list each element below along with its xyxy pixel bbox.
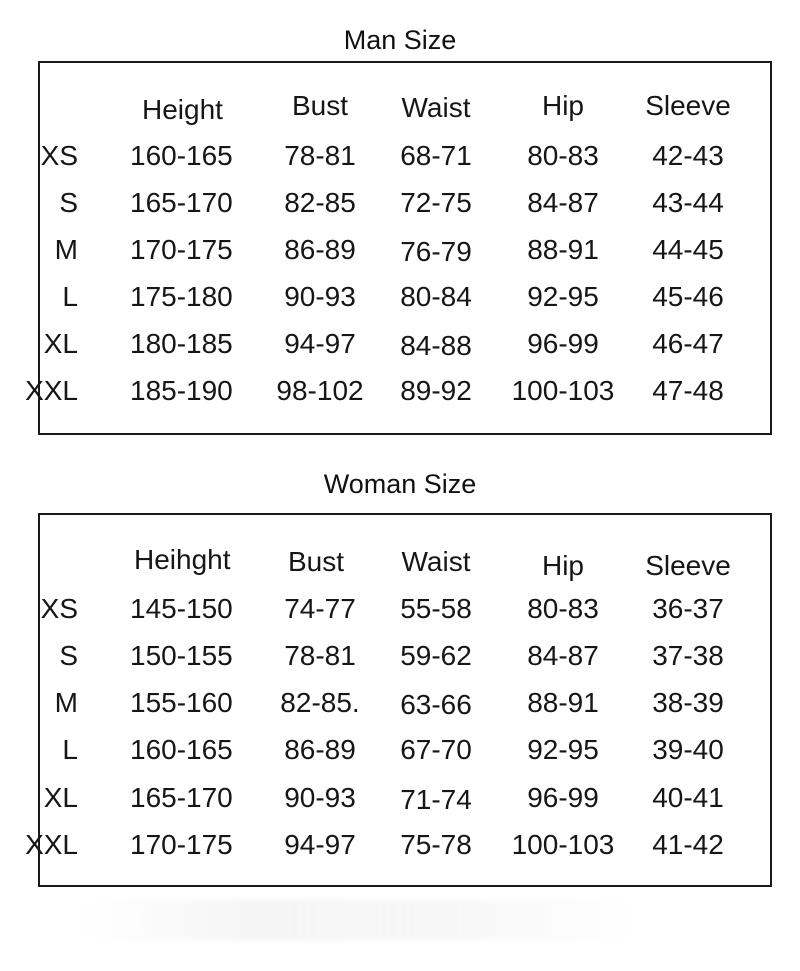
woman-size-title: Woman Size	[323, 469, 477, 499]
size-label: L	[62, 281, 78, 312]
waist-value: 75-78	[400, 829, 472, 860]
bust-value: 78-81	[284, 640, 356, 671]
size-label: XS	[40, 593, 78, 624]
size-label: S	[59, 187, 78, 218]
size-label: XS	[40, 140, 78, 171]
bust-value: 98-102	[276, 375, 364, 406]
header-height: Heihght	[134, 544, 231, 575]
bust-value: 90-93	[284, 782, 356, 813]
hip-value: 88-91	[527, 687, 599, 718]
hip-value: 88-91	[527, 234, 599, 265]
size-label: XXL	[25, 375, 78, 406]
sleeve-value: 44-45	[652, 234, 724, 265]
height-value: 145-150	[130, 593, 233, 624]
sleeve-value: 36-37	[652, 593, 724, 624]
height-value: 185-190	[130, 375, 233, 406]
waist-value: 80-84	[400, 281, 472, 312]
bust-value: 90-93	[284, 281, 356, 312]
header-bust: Bust	[287, 546, 345, 577]
header-height: Height	[142, 94, 223, 125]
waist-value: 59-62	[400, 640, 472, 671]
waist-value: 84-88	[400, 330, 472, 361]
size-label: XL	[43, 782, 78, 813]
size-label: XL	[43, 328, 78, 359]
hip-value: 84-87	[527, 187, 599, 218]
hip-value: 96-99	[527, 328, 599, 359]
waist-value: 63-66	[400, 689, 472, 720]
size-label: M	[54, 687, 78, 718]
height-value: 150-155	[130, 640, 233, 671]
waist-value: 67-70	[400, 734, 472, 765]
sleeve-value: 46-47	[652, 328, 724, 359]
bust-value: 86-89	[284, 234, 356, 265]
sleeve-value: 40-41	[652, 782, 724, 813]
height-value: 160-165	[130, 140, 233, 171]
hip-value: 92-95	[527, 281, 599, 312]
watermark-smudge	[80, 900, 640, 940]
sleeve-value: 42-43	[652, 140, 724, 171]
waist-value: 72-75	[400, 187, 472, 218]
hip-value: 96-99	[527, 782, 599, 813]
hip-value: 84-87	[527, 640, 599, 671]
sleeve-value: 39-40	[652, 734, 724, 765]
hip-value: 92-95	[527, 734, 599, 765]
waist-value: 89-92	[400, 375, 472, 406]
header-hip: Hip	[541, 90, 584, 121]
header-bust: Bust	[291, 90, 349, 121]
sleeve-value: 45-46	[652, 281, 724, 312]
man-size-table	[25, 61, 772, 435]
bust-value: 74-77	[284, 593, 356, 624]
hip-value: 100-103	[511, 829, 615, 860]
size-label: L	[62, 734, 78, 765]
header-waist: Waist	[401, 92, 471, 123]
height-value: 160-165	[130, 734, 233, 765]
bust-value: 94-97	[284, 328, 356, 359]
sleeve-value: 38-39	[652, 687, 724, 718]
header-sleeve: Sleeve	[645, 550, 731, 581]
sleeve-value: 43-44	[652, 187, 724, 218]
hip-value: 80-83	[527, 140, 599, 171]
size-label: S	[59, 640, 78, 671]
waist-value: 71-74	[400, 784, 472, 815]
hip-value: 80-83	[527, 593, 599, 624]
sleeve-value: 37-38	[652, 640, 724, 671]
hip-value: 100-103	[511, 375, 615, 406]
header-sleeve: Sleeve	[645, 90, 731, 121]
bust-value: 82-85	[284, 187, 356, 218]
height-value: 165-170	[130, 187, 233, 218]
waist-value: 76-79	[400, 236, 472, 267]
header-waist: Waist	[401, 546, 471, 577]
sleeve-value: 41-42	[652, 829, 724, 860]
size-label: XXL	[25, 829, 78, 860]
waist-value: 68-71	[400, 140, 472, 171]
bust-value: 82-85.	[280, 687, 360, 718]
header-hip: Hip	[541, 550, 584, 581]
height-value: 170-175	[130, 234, 233, 265]
bust-value: 86-89	[284, 734, 356, 765]
height-value: 170-175	[130, 829, 233, 860]
woman-size-table	[25, 513, 772, 887]
height-value: 180-185	[130, 328, 233, 359]
size-label: M	[54, 234, 78, 265]
height-value: 165-170	[130, 782, 233, 813]
waist-value: 55-58	[400, 593, 472, 624]
man-size-title: Man Size	[343, 25, 457, 55]
bust-value: 78-81	[284, 140, 356, 171]
height-value: 155-160	[130, 687, 233, 718]
sleeve-value: 47-48	[652, 375, 724, 406]
bust-value: 94-97	[284, 829, 356, 860]
height-value: 175-180	[130, 281, 233, 312]
